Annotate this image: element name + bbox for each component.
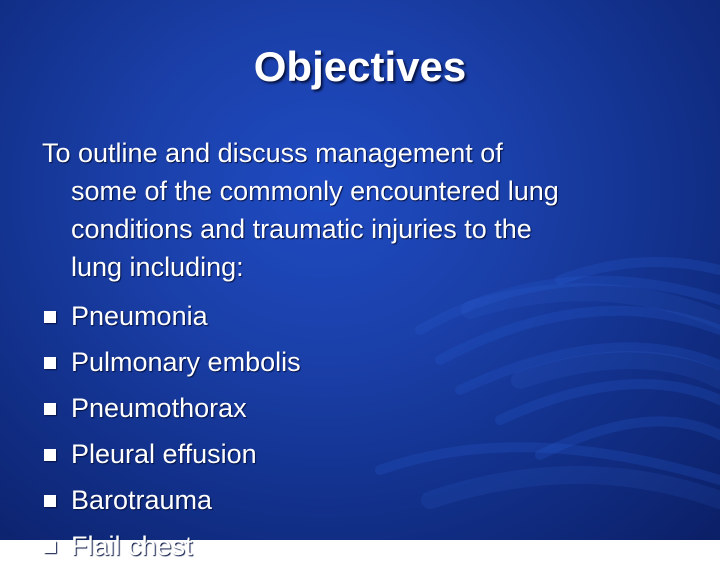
bullet-text: Pleural effusion bbox=[71, 439, 257, 469]
intro-line: lung including: bbox=[71, 252, 244, 282]
square-bullet-icon bbox=[44, 449, 56, 461]
bullet-item bbox=[42, 477, 682, 523]
bullet-list bbox=[42, 293, 682, 569]
intro-paragraph bbox=[42, 134, 682, 286]
slide-title: Objectives bbox=[253, 43, 467, 90]
square-bullet-icon bbox=[44, 311, 56, 323]
intro-line: conditions and traumatic injuries to the bbox=[71, 214, 532, 244]
bullet-item bbox=[42, 523, 682, 569]
bullet-item bbox=[42, 385, 682, 431]
bullet-item bbox=[42, 431, 682, 477]
intro-line: some of the commonly encountered lung bbox=[71, 176, 559, 206]
square-bullet-icon bbox=[44, 357, 56, 369]
bullet-text: Flail chest bbox=[71, 531, 193, 561]
bullet-text: Pulmonary embolis bbox=[71, 347, 301, 377]
intro-line: To outline and discuss management of bbox=[42, 138, 503, 168]
square-bullet-icon bbox=[44, 495, 56, 507]
bullet-text: Pneumonia bbox=[71, 301, 208, 331]
square-bullet-icon bbox=[44, 403, 56, 415]
square-bullet-icon bbox=[44, 541, 56, 553]
bullet-text: Barotrauma bbox=[71, 485, 213, 515]
bullet-item bbox=[42, 339, 682, 385]
bullet-item bbox=[42, 293, 682, 339]
bullet-text: Pneumothorax bbox=[71, 393, 247, 423]
